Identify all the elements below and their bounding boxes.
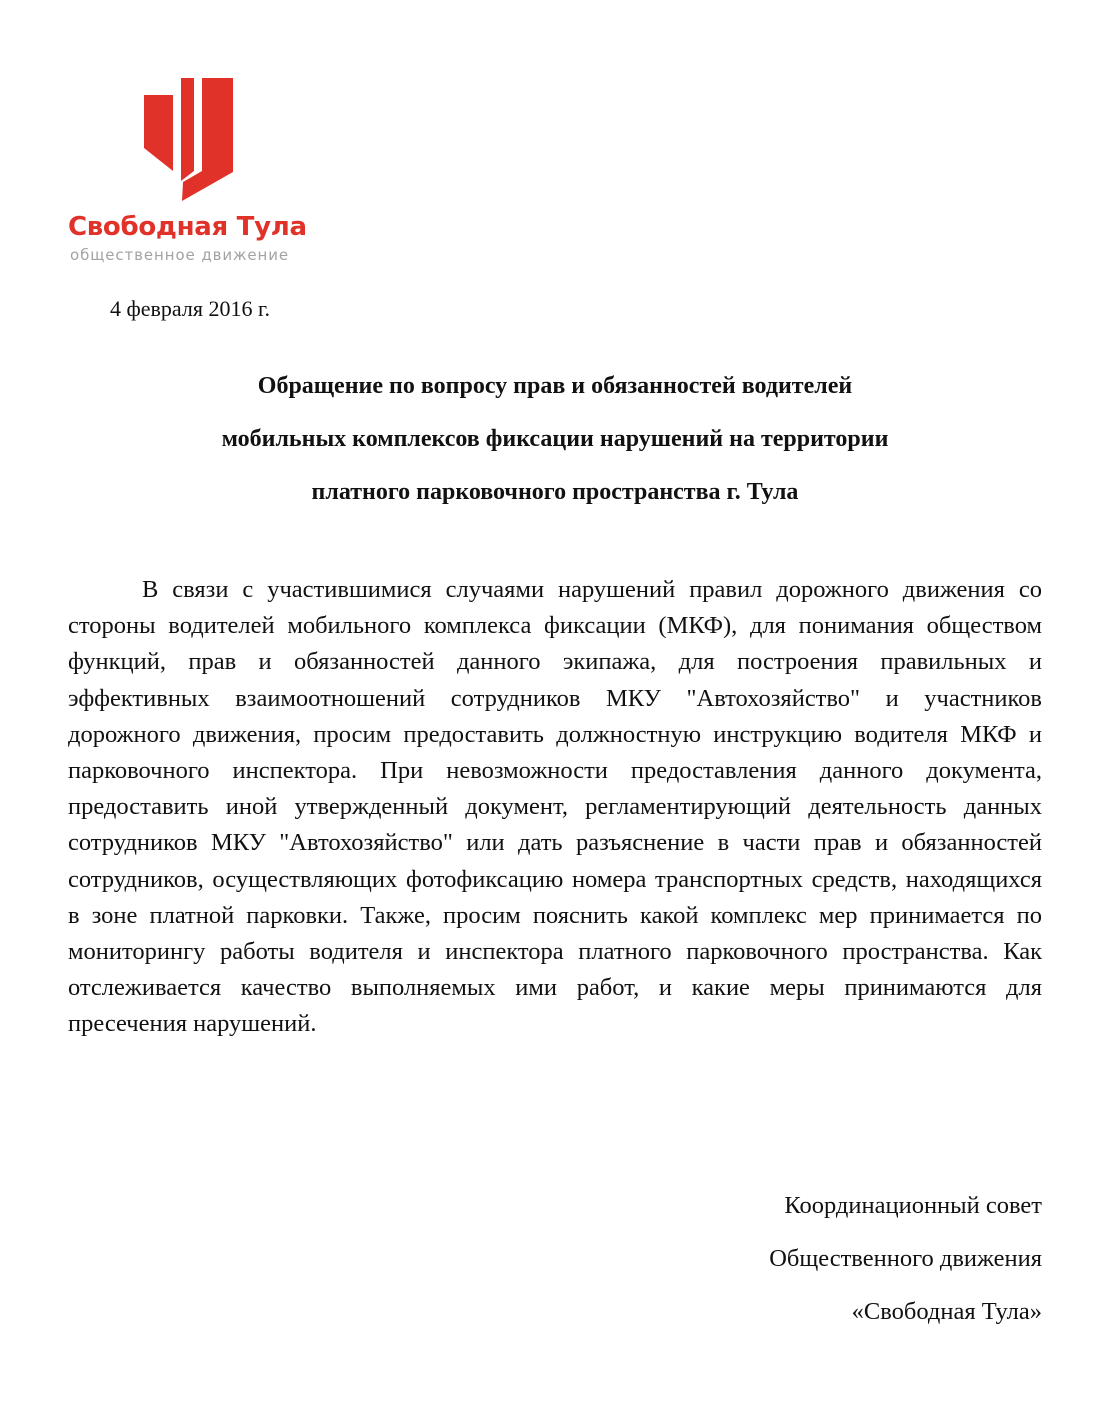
signature-block [769,1179,1042,1338]
signature-line-2: Общественного движения [769,1245,1042,1272]
organization-logo [68,78,328,268]
signature-line-3: «Свободная Тула» [851,1298,1042,1325]
document-title [68,360,1042,519]
signature-line-1: Координационный совет [784,1192,1042,1219]
body-paragraph: В связи с участившимися случаями нарушений правил дорожного движения со стороны водителей мобильного комплекса фиксации (МКФ), для понимания обществом функций, прав и обязанностей данного экипажа, для построения правильных и эффективных взаимоотношений сотрудников МКУ "Автохозяйство" и участников дорожного движения, просим предоставить должностную инструкцию водителя МКФ и парковочного инспектора. При невозможности предоставления данного документа, предоставить иной утвержденный документ, регламентирующий деятельность данных сотрудников МКУ "Автохозяйство" или дать разъяснение в части прав и обязанностей сотрудников, осуществляющих фотофиксацию номера транспортных средств, находящихся в зоне платной парковки. Также, просим пояснить какой комплекс мер принимается по мониторингу работы водителя и инспектора платного парковочного пространства. Как отслеживается качество выполняемых ими работ, и какие меры принимаются для пресечения нарушений. [68,576,1042,1038]
title-line-1: Обращение по вопросу прав и обязанностей водителей [257,373,853,399]
document-date: 4 февраля 2016 г. [110,296,271,321]
logo-name: Свободная Тула [68,212,307,242]
title-line-2: мобильных комплексов фиксации нарушений на территории [221,426,889,452]
logo-emblem-icon [144,78,236,202]
title-line-3: платного парковочного пространства г. Тула [311,479,799,505]
logo-subtitle: общественное движение [70,246,290,264]
